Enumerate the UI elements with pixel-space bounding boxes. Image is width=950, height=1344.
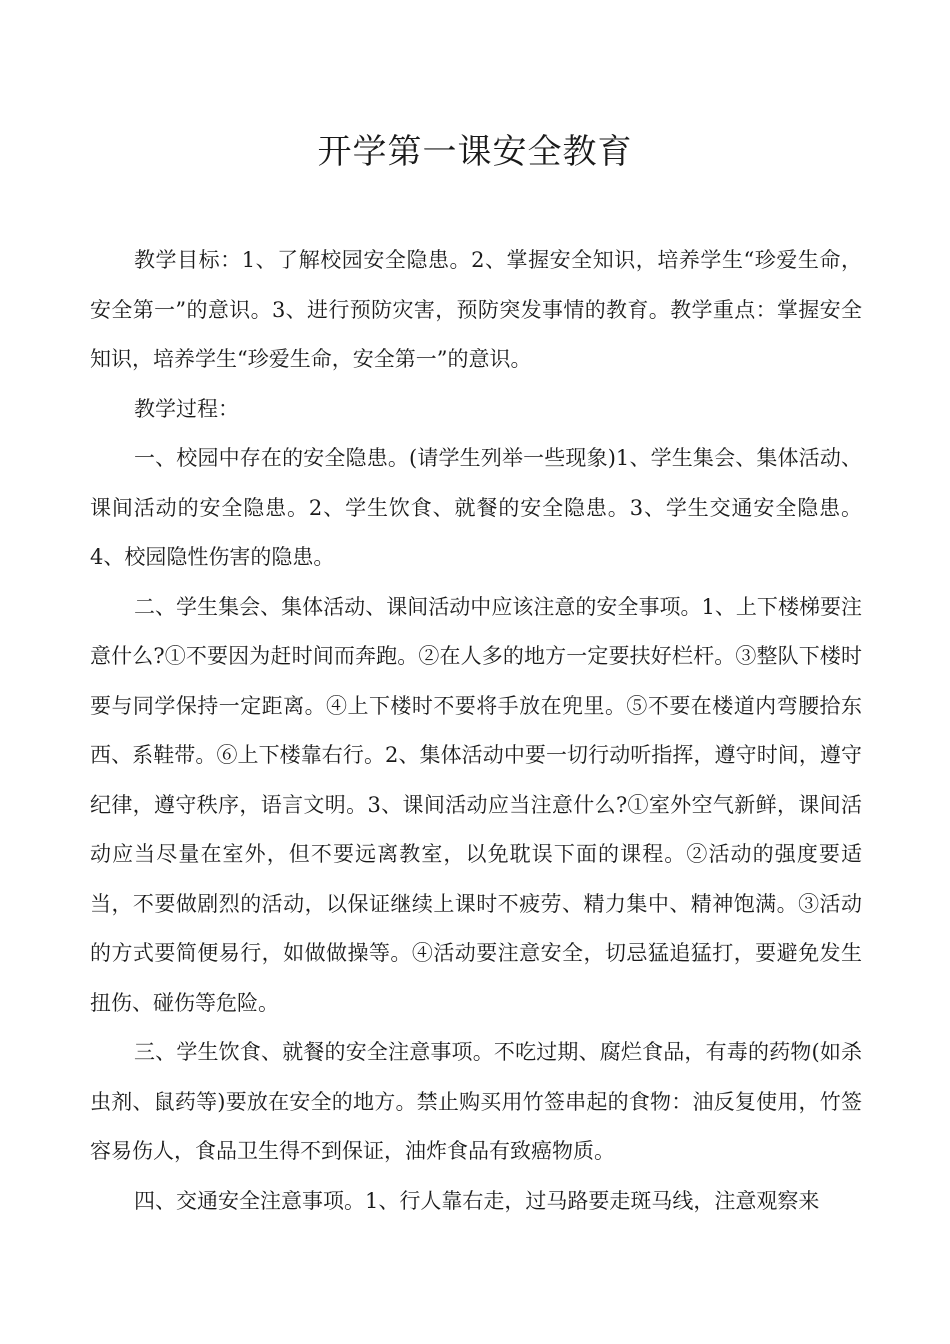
document-body (90, 236, 862, 1226)
paragraph-section-2: 二、学生集会、集体活动、课间活动中应该注意的安全事项。1、上下楼梯要注意什么?①不要因为赶时间而奔跑。②在人多的地方一定要扶好栏杆。③整队下楼时要与同学保持一定距离。④上下楼时不要将手放在兜里。⑤不要在楼道内弯腰拾东西、系鞋带。⑥上下楼靠右行。2、集体活动中要一切行动听指挥，遵守时间，遵守纪律，遵守秩序，语言文明。3、课间活动应当注意什么?①室外空气新鲜，课间活动应当尽量在室外，但不要远离教室，以免耽误下面的课程。②活动的强度要适当，不要做剧烈的活动，以保证继续上课时不疲劳、精力集中、精神饱满。③活动的方式要简便易行，如做做操等。④活动要注意安全，切忌猛追猛打，要避免发生扭伤、碰伤等危险。 (90, 594, 862, 1015)
paragraph-process-heading: 教学过程： (134, 396, 239, 421)
document-title: 开学第一课安全教育 (317, 132, 633, 172)
paragraph-section-4: 四、交通安全注意事项。1、行人靠右走，过马路要走斑马线，注意观察来 (134, 1188, 820, 1213)
paragraph-section-3: 三、学生饮食、就餐的安全注意事项。不吃过期、腐烂食品，有毒的药物(如杀虫剂、鼠药等)要放在安全的地方。禁止购买用竹签串起的食物：油反复使用，竹签容易伤人，食品卫生得不到保证，油炸食品有致癌物质。 (90, 1040, 862, 1163)
paragraph-objectives: 教学目标：1、了解校园安全隐患。2、掌握安全知识，培养学生“珍爱生命，安全第一”的意识。3、进行预防灾害，预防突发事情的教育。教学重点：掌握安全知识，培养学生“珍爱生命，安全第一”的意识。 (90, 248, 862, 371)
paragraph-section-1: 一、校园中存在的安全隐患。(请学生列举一些现象)1、学生集会、集体活动、课间活动的安全隐患。2、学生饮食、就餐的安全隐患。3、学生交通安全隐患。4、校园隐性伤害的隐患。 (90, 446, 862, 569)
